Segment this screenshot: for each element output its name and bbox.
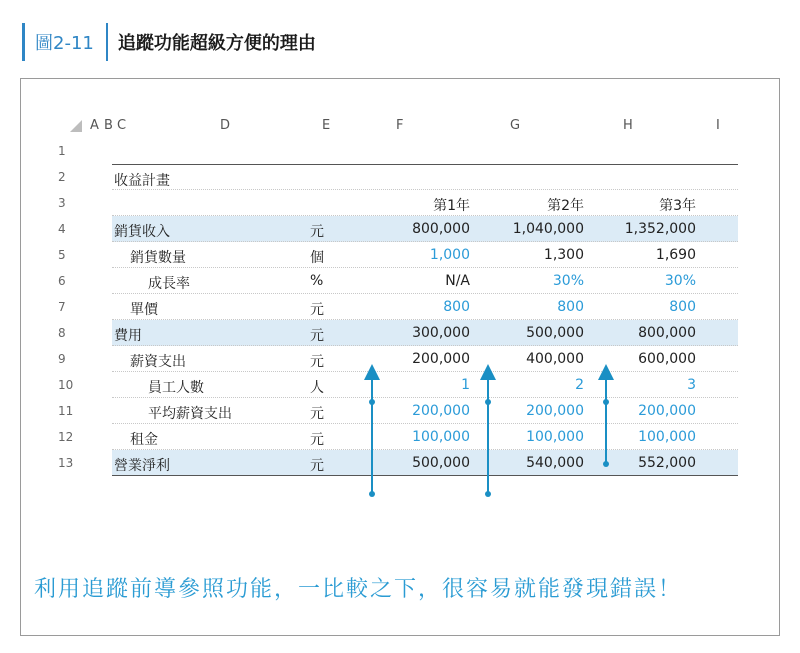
value-cell-year3[interactable]: 30% — [664, 273, 696, 289]
column-header-i[interactable]: I — [716, 118, 720, 133]
row-number[interactable]: 12 — [58, 430, 74, 444]
value-cell-year2[interactable]: 30% — [552, 273, 584, 289]
column-header-a[interactable]: A — [90, 118, 99, 133]
row-number[interactable]: 9 — [58, 352, 66, 366]
sheet-row-4 — [50, 216, 740, 242]
figure-divider — [106, 23, 108, 61]
row-cells — [112, 424, 738, 450]
row-cells — [112, 372, 738, 398]
row-number[interactable]: 10 — [58, 378, 74, 392]
value-cell-year1[interactable]: 300,000 — [412, 325, 470, 341]
unit-cell[interactable]: 元 — [310, 224, 324, 240]
value-cell-year1[interactable]: 200,000 — [412, 403, 470, 419]
row-number[interactable]: 7 — [58, 300, 66, 314]
value-cell-year2[interactable]: 540,000 — [526, 455, 584, 471]
unit-cell[interactable]: 元 — [310, 302, 324, 318]
row-number[interactable]: 4 — [58, 222, 66, 236]
unit-cell[interactable]: 人 — [310, 380, 324, 396]
row-label-cell[interactable]: 成長率 — [148, 276, 190, 292]
value-cell-year1[interactable]: 第1年 — [433, 198, 470, 214]
figure-title: 追蹤功能超級方便的理由 — [117, 33, 316, 54]
value-cell-year3[interactable]: 800 — [669, 299, 696, 315]
value-cell-year2[interactable]: 1,040,000 — [512, 221, 584, 237]
value-cell-year3[interactable]: 200,000 — [638, 403, 696, 419]
row-label-cell[interactable]: 銷貨收入 — [114, 224, 170, 240]
unit-cell[interactable]: 元 — [310, 354, 324, 370]
value-cell-year1[interactable]: 1,000 — [429, 247, 470, 263]
unit-cell[interactable]: 元 — [310, 458, 324, 474]
row-label-cell[interactable]: 薪資支出 — [130, 354, 186, 370]
value-cell-year1[interactable]: 500,000 — [412, 455, 470, 471]
row-cells — [112, 320, 738, 346]
value-cell-year2[interactable]: 2 — [575, 377, 584, 393]
sheet-row-7 — [50, 294, 740, 320]
row-cells — [112, 242, 738, 268]
value-cell-year3[interactable]: 552,000 — [638, 455, 696, 471]
value-cell-year2[interactable]: 800 — [557, 299, 584, 315]
row-cells — [112, 398, 738, 424]
row-number[interactable]: 1 — [58, 144, 66, 158]
sheet-row-6 — [50, 268, 740, 294]
sheet-row-8 — [50, 320, 740, 346]
value-cell-year1[interactable]: 1 — [461, 377, 470, 393]
row-number[interactable]: 13 — [58, 456, 74, 470]
row-cells — [112, 164, 738, 190]
sheet-row-13 — [50, 450, 740, 476]
value-cell-year3[interactable]: 1,352,000 — [624, 221, 696, 237]
row-label-cell[interactable]: 平均薪資支出 — [148, 406, 232, 422]
value-cell-year2[interactable]: 500,000 — [526, 325, 584, 341]
column-header-bar — [50, 112, 740, 138]
sheet-row-3 — [50, 190, 740, 216]
column-header-g[interactable]: G — [510, 118, 521, 133]
sheet-row-5 — [50, 242, 740, 268]
sheet-row-10 — [50, 372, 740, 398]
column-header-d[interactable]: D — [220, 118, 231, 133]
caption: 利用追蹤前導參照功能，一比較之下，很容易就能發現錯誤！ — [34, 577, 683, 602]
row-label-cell[interactable]: 費用 — [114, 328, 142, 344]
row-label-cell[interactable]: 租金 — [130, 432, 158, 448]
figure-number: 圖2-11 — [22, 23, 102, 61]
value-cell-year1[interactable]: 100,000 — [412, 429, 470, 445]
sheet-row-11 — [50, 398, 740, 424]
sheet-row-12 — [50, 424, 740, 450]
value-cell-year3[interactable]: 100,000 — [638, 429, 696, 445]
sheet-row-2 — [50, 164, 740, 190]
value-cell-year2[interactable]: 1,300 — [543, 247, 584, 263]
unit-cell[interactable]: % — [310, 273, 324, 289]
row-number[interactable]: 2 — [58, 170, 66, 184]
row-cells — [112, 346, 738, 372]
value-cell-year2[interactable]: 第2年 — [547, 198, 584, 214]
spreadsheet — [50, 112, 740, 552]
row-label-cell[interactable]: 單價 — [130, 302, 158, 318]
row-label-cell[interactable]: 員工人數 — [148, 380, 204, 396]
row-cells — [112, 450, 738, 476]
column-header-f[interactable]: F — [396, 118, 404, 133]
value-cell-year3[interactable]: 1,690 — [655, 247, 696, 263]
row-label-cell[interactable]: 銷貨數量 — [130, 250, 186, 266]
row-number[interactable]: 11 — [58, 404, 74, 418]
row-number[interactable]: 3 — [58, 196, 66, 210]
value-cell-year3[interactable]: 3 — [687, 377, 696, 393]
value-cell-year1[interactable]: 800,000 — [412, 221, 470, 237]
row-label-cell[interactable]: 營業淨利 — [114, 458, 170, 474]
sheet-row-1 — [50, 138, 740, 164]
column-header-e[interactable]: E — [322, 118, 331, 133]
sheet-row-9 — [50, 346, 740, 372]
row-cells — [112, 268, 738, 294]
row-number[interactable]: 8 — [58, 326, 66, 340]
row-number[interactable]: 5 — [58, 248, 66, 262]
value-cell-year3[interactable]: 800,000 — [638, 325, 696, 341]
unit-cell[interactable]: 元 — [310, 406, 324, 422]
select-all-corner-icon[interactable] — [70, 120, 82, 132]
value-cell-year1[interactable]: 200,000 — [412, 351, 470, 367]
column-header-c[interactable]: C — [117, 118, 127, 133]
figure-header — [22, 22, 316, 62]
row-cells — [112, 190, 738, 216]
unit-cell[interactable]: 元 — [310, 328, 324, 344]
value-cell-year2[interactable]: 200,000 — [526, 403, 584, 419]
unit-cell[interactable]: 個 — [310, 250, 324, 266]
row-cells — [112, 216, 738, 242]
value-cell-year1[interactable]: N/A — [445, 273, 470, 289]
row-cells — [112, 294, 738, 320]
row-label-cell[interactable]: 收益計畫 — [114, 173, 170, 189]
unit-cell[interactable]: 元 — [310, 432, 324, 448]
row-number[interactable]: 6 — [58, 274, 66, 288]
value-cell-year3[interactable]: 600,000 — [638, 351, 696, 367]
value-cell-year3[interactable]: 第3年 — [659, 198, 696, 214]
value-cell-year2[interactable]: 100,000 — [526, 429, 584, 445]
column-header-b[interactable]: B — [104, 118, 113, 133]
value-cell-year1[interactable]: 800 — [443, 299, 470, 315]
row-cells — [112, 138, 738, 164]
value-cell-year2[interactable]: 400,000 — [526, 351, 584, 367]
column-header-h[interactable]: H — [623, 118, 633, 133]
